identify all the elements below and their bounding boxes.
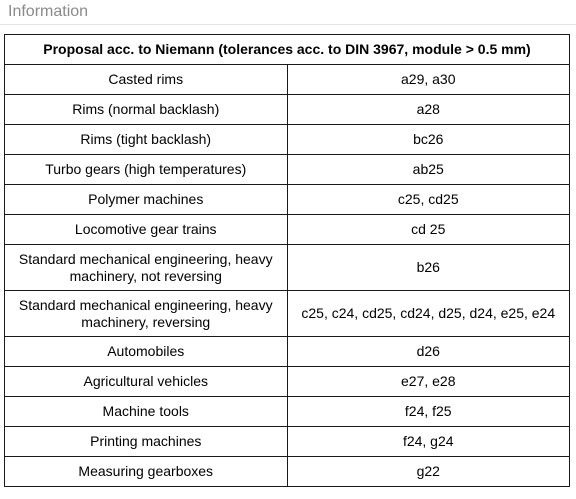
table-row xyxy=(5,397,570,427)
table-header: Proposal acc. to Niemann (tolerances acc. to DIN 3967, module > 0.5 mm) xyxy=(5,35,570,65)
table-row xyxy=(5,367,570,397)
title-divider xyxy=(0,24,576,25)
application-cell: Printing machines xyxy=(5,427,288,457)
tolerance-cell: a28 xyxy=(287,95,570,125)
tolerance-cell: ab25 xyxy=(287,155,570,185)
table-header-row xyxy=(5,35,570,65)
table-row xyxy=(5,291,570,337)
table-row xyxy=(5,185,570,215)
tolerance-table-container xyxy=(4,34,570,487)
application-cell: Rims (normal backlash) xyxy=(5,95,288,125)
tolerance-cell: c25, cd25 xyxy=(287,185,570,215)
application-cell: Measuring gearboxes xyxy=(5,457,288,487)
tolerance-cell: f24, g24 xyxy=(287,427,570,457)
tolerance-cell: c25, c24, cd25, cd24, d25, d24, e25, e24 xyxy=(287,291,570,337)
tolerance-cell: f24, f25 xyxy=(287,397,570,427)
table-row xyxy=(5,457,570,487)
tolerance-cell: a29, a30 xyxy=(287,65,570,95)
tolerance-cell: e27, e28 xyxy=(287,367,570,397)
tolerance-cell: d26 xyxy=(287,337,570,367)
application-cell: Machine tools xyxy=(5,397,288,427)
tolerance-cell: cd 25 xyxy=(287,215,570,245)
application-cell: Standard mechanical engineering, heavy machinery, reversing xyxy=(5,291,288,337)
table-row xyxy=(5,215,570,245)
application-cell: Turbo gears (high temperatures) xyxy=(5,155,288,185)
tolerance-cell: bc26 xyxy=(287,125,570,155)
application-cell: Rims (tight backlash) xyxy=(5,125,288,155)
table-row xyxy=(5,427,570,457)
application-cell: Casted rims xyxy=(5,65,288,95)
application-cell: Polymer machines xyxy=(5,185,288,215)
application-cell: Locomotive gear trains xyxy=(5,215,288,245)
application-cell: Standard mechanical engineering, heavy machinery, not reversing xyxy=(5,245,288,291)
tolerance-cell: b26 xyxy=(287,245,570,291)
table-row xyxy=(5,337,570,367)
title-bar xyxy=(0,0,576,26)
table-row xyxy=(5,125,570,155)
application-cell: Automobiles xyxy=(5,337,288,367)
table-row xyxy=(5,245,570,291)
application-cell: Agricultural vehicles xyxy=(5,367,288,397)
table-row xyxy=(5,65,570,95)
tolerance-table xyxy=(4,34,570,487)
table-row xyxy=(5,95,570,125)
window-title: Information xyxy=(8,3,89,20)
table-row xyxy=(5,155,570,185)
tolerance-cell: g22 xyxy=(287,457,570,487)
